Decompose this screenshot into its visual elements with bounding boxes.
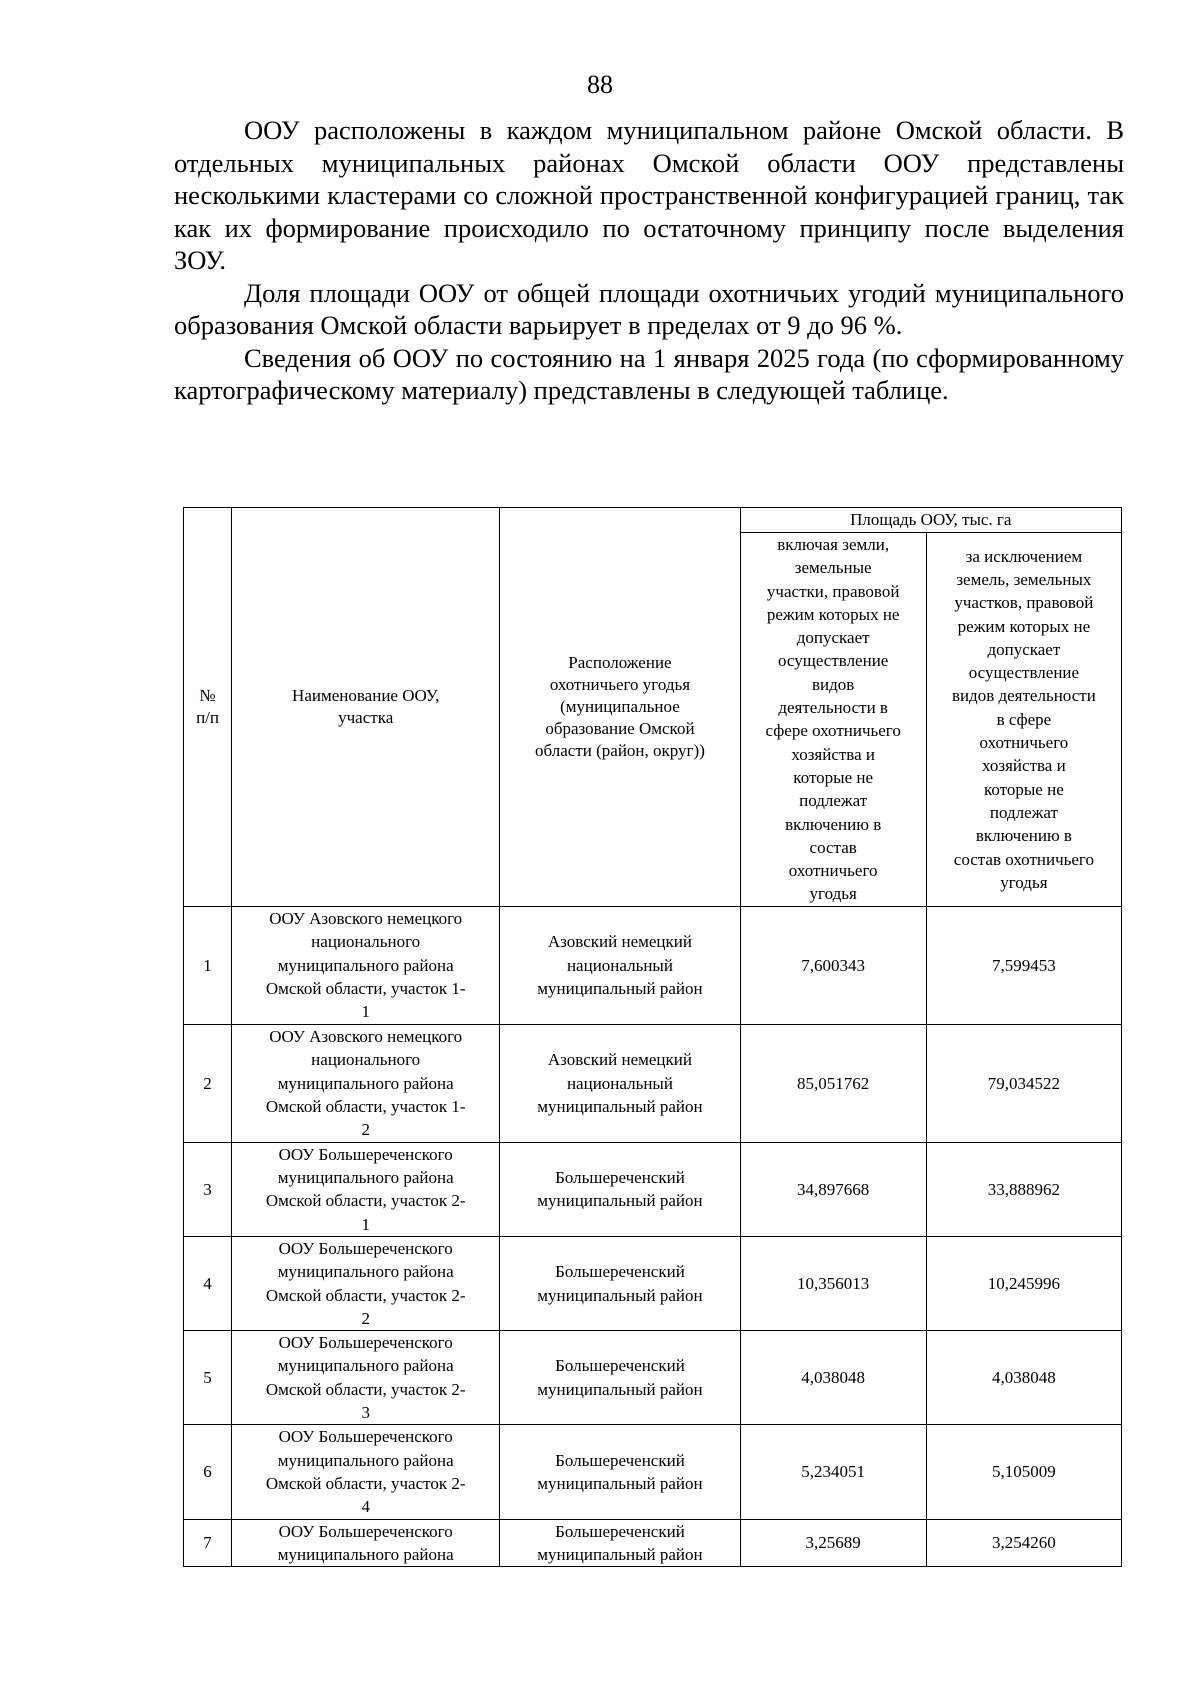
cell-location: Большереченский муниципальный район [500, 1425, 740, 1519]
cell-area-excluding: 79,034522 [926, 1024, 1121, 1142]
cell-area-excluding: 10,245996 [926, 1236, 1121, 1330]
header-number: № п/п [184, 508, 232, 907]
header-location: Расположение охотничьего угодья (муниципальное образование Омской области (район, округ)) [500, 508, 740, 907]
cell-location: Азовский немецкий национальный муниципальный район [500, 906, 740, 1024]
cell-location: Большереченский муниципальный район [500, 1331, 740, 1425]
paragraph: Сведения об ООУ по состоянию на 1 января 2025 года (по сформированному картографическому материалу) представлены в следующей таблице. [174, 342, 1124, 405]
table-row [184, 1331, 1122, 1425]
header-area-excluding: за исключением земель, земельных участков, правовой режим которых не допускает осуществление видов деятельности в сфере охотничьего хозяйства и которые не подлежат включению в состав охотничьего угодья [926, 533, 1121, 907]
cell-name: ООУ Азовского немецкого национального муниципального района Омской области, участок 1- 1 [232, 906, 500, 1024]
cell-name: ООУ Большереченского муниципального района Омской области, участок 2- 1 [232, 1142, 500, 1236]
cell-number: 6 [184, 1425, 232, 1519]
table-row [184, 1024, 1122, 1142]
cell-area-excluding: 7,599453 [926, 906, 1121, 1024]
cell-number: 3 [184, 1142, 232, 1236]
ooy-table [183, 507, 1122, 1567]
page-number: 88 [587, 70, 613, 99]
cell-location: Большереченский муниципальный район [500, 1519, 740, 1567]
header-area-including: включая земли, земельные участки, правовой режим которых не допускает осуществление видов деятельности в сфере охотничьего хозяйства и которые не подлежат включению в состав охотничьего угодья [740, 533, 926, 907]
cell-area-including: 7,600343 [740, 906, 926, 1024]
cell-area-excluding: 33,888962 [926, 1142, 1121, 1236]
cell-area-including: 4,038048 [740, 1331, 926, 1425]
cell-name: ООУ Большереченского муниципального района Омской области, участок 2- 3 [232, 1331, 500, 1425]
cell-number: 1 [184, 906, 232, 1024]
table-row [184, 1425, 1122, 1519]
cell-area-excluding: 5,105009 [926, 1425, 1121, 1519]
table-row [184, 1519, 1122, 1567]
cell-area-excluding: 4,038048 [926, 1331, 1121, 1425]
paragraph: Доля площади ООУ от общей площади охотничьих угодий муниципального образования Омской области варьирует в пределах от 9 до 96 %. [174, 277, 1124, 340]
table-row [184, 1142, 1122, 1236]
cell-area-including: 3,25689 [740, 1519, 926, 1567]
cell-location: Большереченский муниципальный район [500, 1236, 740, 1330]
paragraph: ООУ расположены в каждом муниципальном районе Омской области. В отдельных муниципальных районах Омской области ООУ представлены несколькими кластерами со сложной пространственной конфигурацией границ, так как их формирование происходило по остаточному принципу после выделения ЗОУ. [174, 115, 1124, 275]
cell-number: 5 [184, 1331, 232, 1425]
header-name: Наименование ООУ, участка [232, 508, 500, 907]
table-row [184, 906, 1122, 1024]
table-row [184, 1236, 1122, 1330]
cell-number: 4 [184, 1236, 232, 1330]
cell-area-including: 85,051762 [740, 1024, 926, 1142]
header-area-group: Площадь ООУ, тыс. га [740, 508, 1121, 533]
cell-name: ООУ Большереченского муниципального района Омской области, участок 2- 2 [232, 1236, 500, 1330]
cell-number: 7 [184, 1519, 232, 1567]
cell-area-including: 10,356013 [740, 1236, 926, 1330]
cell-name: ООУ Большереченского муниципального района [232, 1519, 500, 1567]
cell-number: 2 [184, 1024, 232, 1142]
cell-area-including: 34,897668 [740, 1142, 926, 1236]
cell-location: Большереченский муниципальный район [500, 1142, 740, 1236]
cell-area-excluding: 3,254260 [926, 1519, 1121, 1567]
cell-name: ООУ Азовского немецкого национального муниципального района Омской области, участок 1- 2 [232, 1024, 500, 1142]
cell-area-including: 5,234051 [740, 1425, 926, 1519]
cell-name: ООУ Большереченского муниципального района Омской области, участок 2- 4 [232, 1425, 500, 1519]
body-text [174, 114, 1124, 407]
cell-location: Азовский немецкий национальный муниципальный район [500, 1024, 740, 1142]
